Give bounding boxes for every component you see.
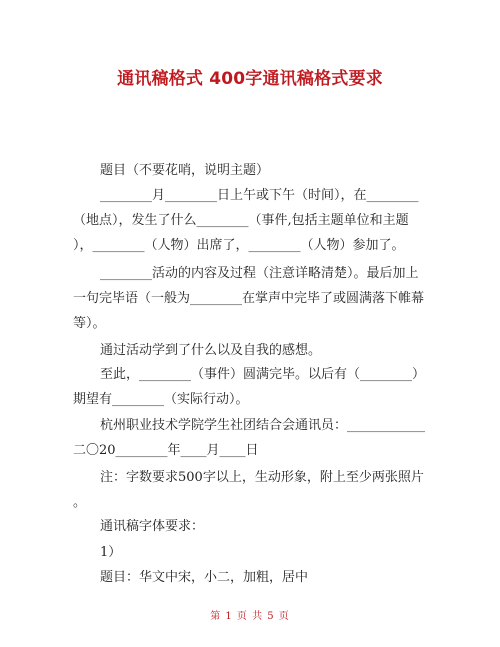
body-line-people: ），________（人物）出席了，________（人物）参加了。 bbox=[73, 238, 405, 253]
page-footer: 第 1 页 共 5 页 bbox=[210, 611, 290, 622]
body-line-note: 注：字数要求500字以上，生动形象，附上至少两张照片 bbox=[100, 470, 424, 485]
body-line-activity: ________活动的内容及过程（注意详略清楚）。最后加上 bbox=[100, 266, 419, 281]
body-line-expectation: 期望有________（实际行动）。 bbox=[73, 392, 249, 407]
body-line-item-number: 1） bbox=[100, 545, 122, 560]
body-line-event: （地点），发生了什么________（事件,包括主题单位和主题 bbox=[73, 213, 409, 228]
body-line-conclusion: 至此，________（事件）圆满完毕。以后有（________） bbox=[100, 367, 426, 382]
body-line-date: 二〇20________年____月____日 bbox=[73, 443, 259, 458]
body-line-title-font: 题目：华文中宋，小二，加粗，居中 bbox=[100, 570, 309, 585]
body-line-reflection: 通过活动学到了什么以及自我的感想。 bbox=[100, 343, 322, 358]
body-line-time-place: ________月________日上午或下午（时间），在________ bbox=[100, 188, 419, 203]
body-line-font-heading: 通讯稿字体要求： bbox=[100, 519, 205, 534]
body-line-reporter: 杭州职业技术学院学生社团结合会通讯员：____________ bbox=[100, 418, 426, 433]
body-line-closing: 一句完毕语（一般为________在掌声中完毕了或圆满落下帷幕 bbox=[73, 291, 425, 306]
body-line-subject: 题目（不要花哨，说明主题） bbox=[100, 163, 270, 178]
body-line-closing-end: 等）。 bbox=[73, 316, 106, 331]
document-title: 通讯稿格式 400字通讯稿格式要求 bbox=[117, 69, 383, 89]
body-line-note-end: 。 bbox=[73, 495, 87, 510]
